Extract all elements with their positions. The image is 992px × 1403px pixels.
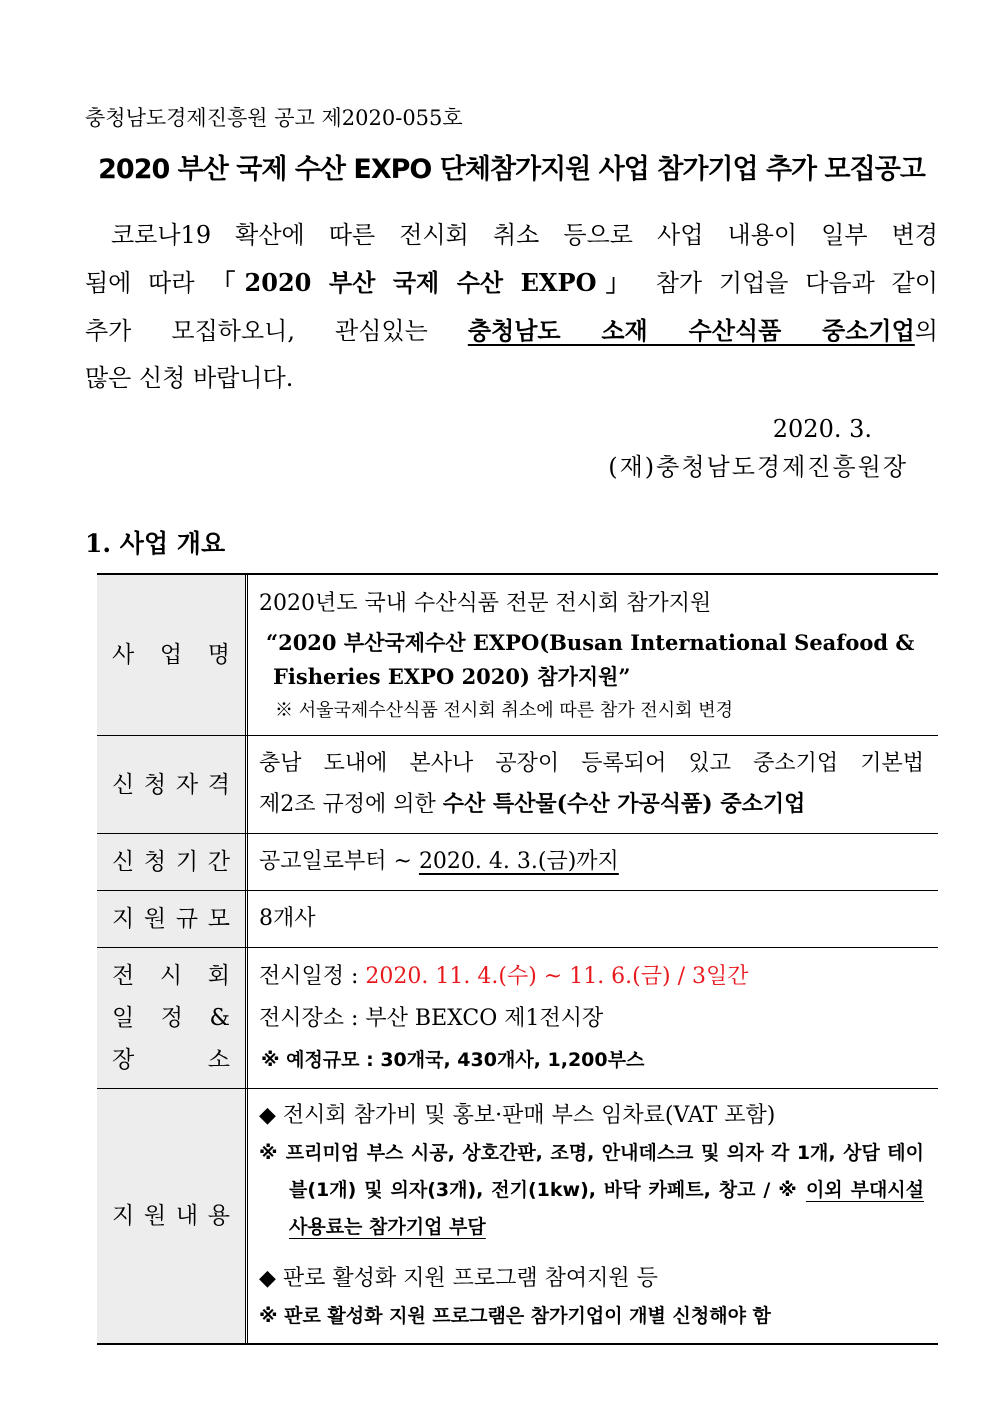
table-row-eligibility <box>97 736 938 834</box>
row-label-cell <box>97 575 245 735</box>
page-title: 2020 부산 국제 수산 EXPO 단체참가지원 사업 참가기업 추가 모집공고 <box>98 154 925 185</box>
business-name-note: ※ 서울국제수산식품 전시회 취소에 따른 참가 전시회 변경 <box>275 700 733 721</box>
intro-line-2 <box>85 259 938 307</box>
row-content-cell <box>245 891 938 947</box>
intro-text: 코로나19 확산에 따른 전시회 취소 등으로 사업 내용이 일부 변경 <box>111 221 938 249</box>
intro-text: 많은 신청 바랍니다. <box>85 364 294 392</box>
row-content-cell <box>245 1089 938 1343</box>
intro-line-4 <box>85 355 938 402</box>
intro-text: 추가 모집하오니, 관심있는 <box>85 317 468 345</box>
expo-name-emphasis: 「2020 부산 국제 수산 EXPO」 <box>211 268 639 297</box>
period-text: 공고일로부터 ~ <box>259 849 419 874</box>
row-label-cell <box>97 1089 245 1343</box>
row-content-cell <box>245 834 938 890</box>
row-label: 지 원 내 용 <box>112 1203 230 1229</box>
table-row-business-name <box>97 575 938 736</box>
row-label: 신 청 기 간 <box>112 849 230 875</box>
period-line <box>259 842 924 882</box>
support-bullet-1: ◆ 전시회 참가비 및 홍보·판매 부스 임차료(VAT 포함) <box>259 1103 776 1128</box>
schedule-dates-red: 2020. 11. 4.(수) ~ 11. 6.(금) / 3일간 <box>365 964 749 989</box>
row-label-line-3: 장 소 <box>112 1047 230 1073</box>
row-content-cell <box>245 736 938 833</box>
announcement-date: 2020. 3. <box>772 415 872 443</box>
section-1-heading: 1. 사업 개요 <box>85 529 226 558</box>
eligibility-text: 제2조 규정에 의한 <box>259 792 443 817</box>
booth-note-underline: 이외 부대시설 사용료는 참가기업 부담 <box>289 1179 925 1238</box>
support-booth-note <box>259 1135 924 1246</box>
row-label-line-2: 일 정 & <box>112 1005 230 1031</box>
overview-table <box>97 573 938 1345</box>
row-content-cell <box>245 575 938 735</box>
row-label-cell <box>97 948 245 1088</box>
table-row-exhibition-schedule <box>97 948 938 1089</box>
support-program-note: ※ 판로 활성화 지원 프로그램은 참가기업이 개별 신청해야 함 <box>259 1305 771 1327</box>
eligibility-line-2 <box>259 784 924 825</box>
scale-value: 8개사 <box>259 906 316 931</box>
booth-note-text: ※ 프리미엄 부스 시공, 상호간판, 조명, 안내데스크 및 의자 각 1개, 상담 테이블(1개) 및 의자(3개), 전기(1kw), 바닥 카페트, 창고 / ※ <box>259 1142 924 1201</box>
eligibility-line-1: 충남 도내에 본사나 공장이 등록되어 있고 중소기업 기본법 <box>259 751 924 776</box>
period-deadline: 2020. 4. 3.(금)까지 <box>418 849 619 874</box>
support-bullet-2: ◆ 판로 활성화 지원 프로그램 참여지원 등 <box>259 1266 658 1291</box>
business-name-line-1: 2020년도 국내 수산식품 전문 전시회 참가지원 <box>259 591 712 616</box>
row-content-cell <box>245 948 938 1088</box>
intro-line-3 <box>85 307 938 355</box>
intro-text: 됨에 따라 <box>85 269 212 297</box>
intro-line-1 <box>85 212 938 259</box>
notice-number: 충청남도경제진흥원 공고 제2020-055호 <box>85 106 463 130</box>
business-name-quote: “2020 부산국제수산 EXPO(Busan International Seafood & Fisheries EXPO 2020) 참가지원” <box>266 630 915 689</box>
schedule-label: 전시일정 : <box>259 964 366 989</box>
intro-paragraph <box>85 212 938 402</box>
schedule-dates-line <box>259 956 924 998</box>
intro-text: 의 <box>914 317 938 345</box>
row-label: 사 업 명 <box>112 642 230 668</box>
schedule-venue-line: 전시장소 : 부산 BEXCO 제1전시장 <box>259 1006 604 1031</box>
schedule-scale-note: ※ 예정규모 : 30개국, 430개사, 1,200부스 <box>261 1049 645 1071</box>
row-label: 신 청 자 격 <box>112 771 230 798</box>
row-label-line-1: 전 시 회 <box>112 963 230 989</box>
table-row-support-scale <box>97 891 938 948</box>
issuer-signature: (재)충청남도경제진흥원장 <box>608 453 908 481</box>
table-row-support-details <box>97 1089 938 1343</box>
row-label: 지 원 규 모 <box>112 906 230 932</box>
intro-text: 참가 기업을 다음과 같이 <box>638 269 938 297</box>
target-company-emphasis: 충청남도 소재 수산식품 중소기업 <box>467 316 915 345</box>
row-label-cell <box>97 834 245 890</box>
table-row-application-period <box>97 834 938 891</box>
row-label-cell <box>97 736 245 833</box>
eligibility-emphasis: 수산 특산물(수산 가공식품) 중소기업 <box>442 791 806 817</box>
row-label-cell <box>97 891 245 947</box>
